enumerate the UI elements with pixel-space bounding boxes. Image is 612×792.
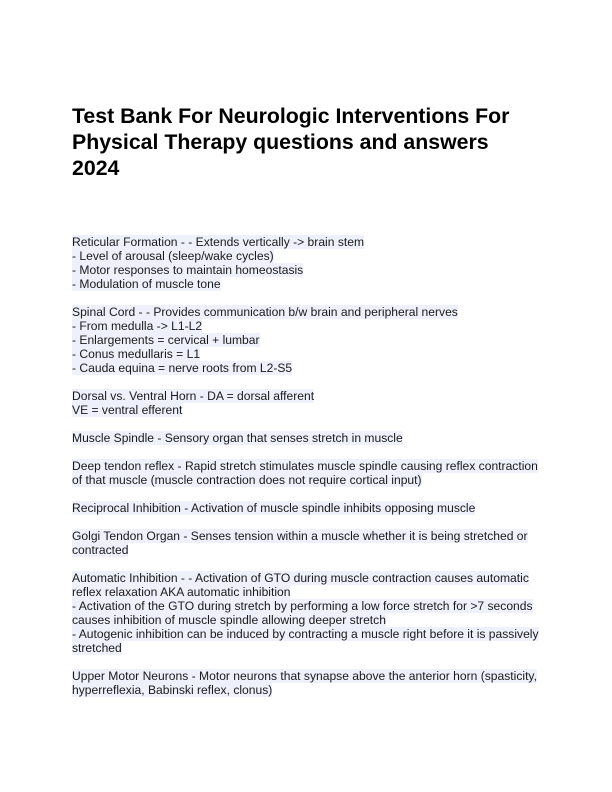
qa-entry-muscle-spindle — [72, 431, 552, 445]
entry-line: Automatic Inhibition - - Activation of GTO during muscle contraction causes automatic — [72, 571, 529, 585]
title-line: 2024 — [72, 156, 120, 180]
entry-line: Muscle Spindle - Sensory organ that senses stretch in muscle — [72, 431, 403, 445]
entry-line: - Enlargements = cervical + lumbar — [72, 333, 260, 347]
entry-line: - Activation of the GTO during stretch by performing a low force stretch for >7 seconds — [72, 599, 533, 613]
entry-line: hyperreflexia, Babinski reflex, clonus) — [72, 683, 273, 697]
document-title — [72, 103, 552, 181]
entry-line: Dorsal vs. Ventral Horn - DA = dorsal afferent — [72, 389, 315, 403]
qa-entry-upper-motor-neurons — [72, 669, 552, 697]
entry-line: - Motor responses to maintain homeostasis — [72, 263, 304, 277]
qa-entry-deep-tendon-reflex — [72, 459, 552, 487]
title-line: Physical Therapy questions and answers — [72, 130, 489, 154]
entry-line: Golgi Tendon Organ - Senses tension within a muscle whether it is being stretched or — [72, 529, 528, 543]
qa-list — [72, 235, 552, 711]
qa-entry-automatic-inhibition — [72, 571, 552, 655]
entry-line: Spinal Cord - - Provides communication b/w brain and peripheral nerves — [72, 305, 458, 319]
entry-line: Upper Motor Neurons - Motor neurons that synapse above the anterior horn (spasticity, — [72, 669, 537, 683]
entry-line: Reticular Formation - - Extends vertically -> brain stem — [72, 235, 365, 249]
qa-entry-spinal-cord — [72, 305, 552, 375]
qa-entry-reticular-formation — [72, 235, 552, 291]
entry-line: - From medulla -> L1-L2 — [72, 319, 203, 333]
entry-line: - Autogenic inhibition can be induced by contracting a muscle right before it is passively — [72, 627, 539, 641]
entry-line: Deep tendon reflex - Rapid stretch stimulates muscle spindle causing reflex contraction — [72, 459, 538, 473]
title-line: Test Bank For Neurologic Interventions For — [72, 104, 510, 128]
entry-line: stretched — [72, 641, 122, 655]
entry-line: - Cauda equina = nerve roots from L2-S5 — [72, 361, 293, 375]
entry-line: Reciprocal Inhibition - Activation of muscle spindle inhibits opposing muscle — [72, 501, 476, 515]
entry-line: - Level of arousal (sleep/wake cycles) — [72, 249, 274, 263]
entry-line: VE = ventral efferent — [72, 403, 183, 417]
qa-entry-dorsal-ventral-horn — [72, 389, 552, 417]
entry-line: of that muscle (muscle contraction does not require cortical input) — [72, 473, 422, 487]
entry-line: causes inhibition of muscle spindle allowing deeper stretch — [72, 613, 386, 627]
entry-line: - Conus medullaris = L1 — [72, 347, 201, 361]
qa-entry-golgi-tendon-organ — [72, 529, 552, 557]
qa-entry-reciprocal-inhibition — [72, 501, 552, 515]
entry-line: - Modulation of muscle tone — [72, 277, 221, 291]
entry-line: contracted — [72, 543, 129, 557]
entry-line: reflex relaxation AKA automatic inhibition — [72, 585, 291, 599]
